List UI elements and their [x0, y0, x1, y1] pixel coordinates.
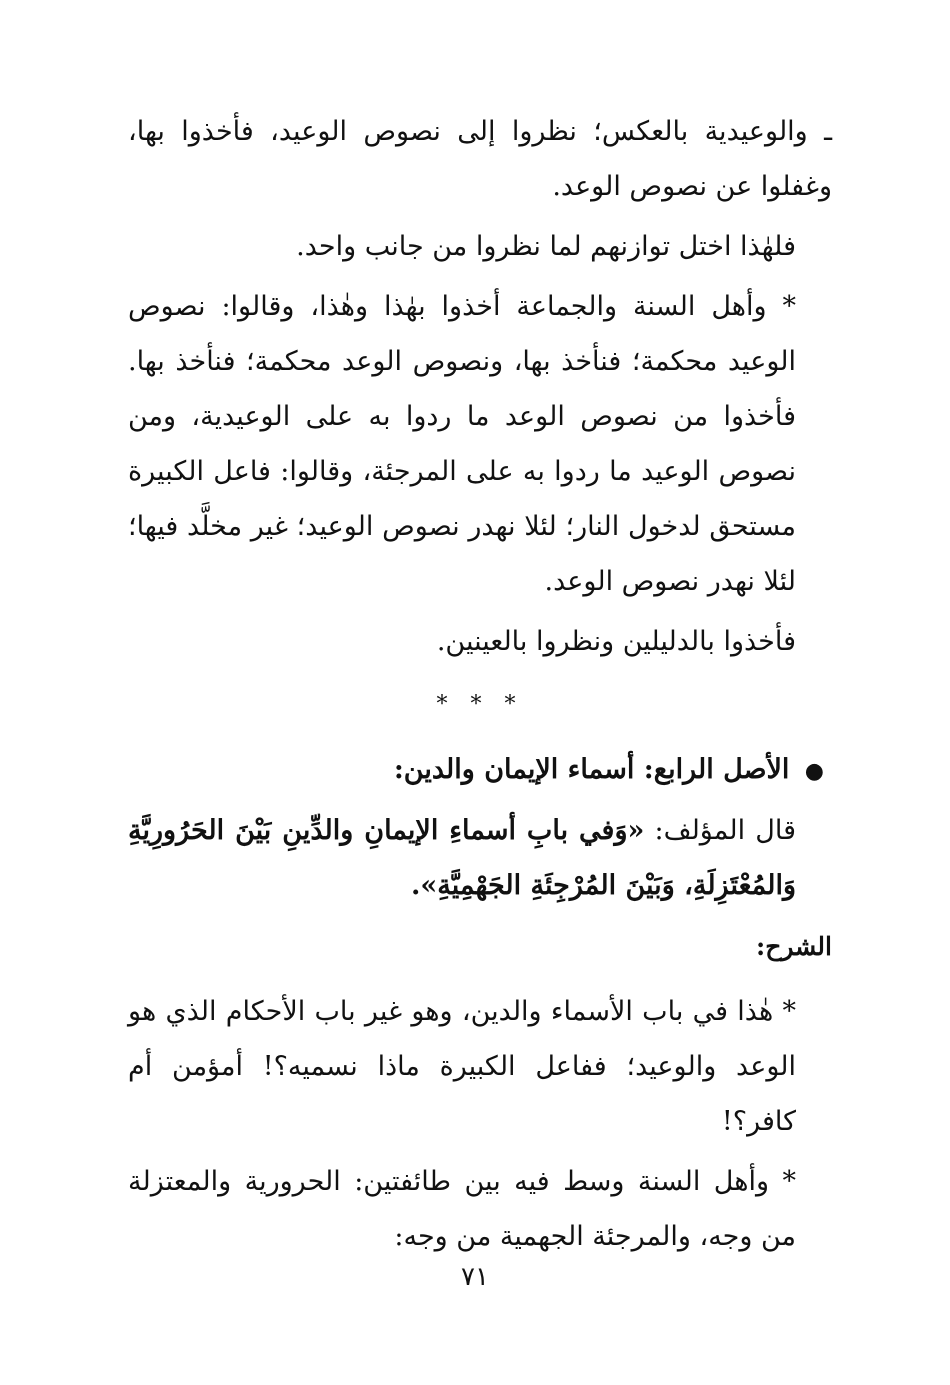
section-heading-text: الأصل الرابع: أسماء الإيمان والدين: [393, 754, 790, 785]
sharh-label: الشرح: [755, 932, 832, 961]
paragraph-waidiyya: ـ والوعيدية بالعكس؛ نظروا إلى نصوص الوعيد، فأخذوا بها، وغفلوا عن نصوص الوعد. [128, 116, 832, 202]
section-heading [128, 742, 832, 799]
paragraph-ahl-sunnah: * وأهل السنة والجماعة أخذوا بهٰذا وهٰذا، وقالوا: نصوص الوعيد محكمة؛ فنأخذ بها، ونصوص الوعد محكمة؛ فنأخذ بها. فأخذوا من نصوص الوعد ما ردوا به على الوعيدية، ومن نصوص الوعيد ما ردوا به على المرجئة، وقالوا: فاعل الكبيرة مستحق لدخول النار؛ لئلا نهدر نصوص الوعيد؛ غير مخلَّد فيها؛ لئلا نهدر نصوص الوعد. [128, 291, 796, 597]
commentary-middle-path: * وأهل السنة وسط فيه بين طائفتين: الحرورية والمعتزلة من وجه، والمرجئة الجهمية من وجه: [128, 1166, 796, 1252]
quote-label: قال المؤلف: [644, 815, 796, 846]
author-quote [128, 803, 832, 913]
paragraph-two-evidences: فأخذوا بالدليلين ونظروا بالعينين. [436, 626, 796, 657]
page-number: ٧١ [461, 1262, 489, 1292]
quote-text: «وَفي بابِ أسماءِ الإيمانِ والدِّينِ بَيْنَ الحَرُورِيَّةِ وَالمُعْتَزِلَةِ، وَبَيْنَ المُرْجِئَةِ الجَهْمِيَّةِ». [128, 815, 796, 901]
bullet-icon: ● [804, 758, 824, 784]
paragraph-imbalance: فلهٰذا اختل توازنهم لما نظروا من جانب واحد. [296, 231, 796, 262]
page-body [128, 104, 832, 1269]
section-separator: * * * [436, 692, 524, 717]
commentary-names-and-religion: * هٰذا في باب الأسماء والدين، وهو غير باب الأحكام الذي هو الوعد والوعيد؛ ففاعل الكبيرة ماذا نسميه؟! أمؤمن أم كافر؟! [128, 996, 796, 1137]
